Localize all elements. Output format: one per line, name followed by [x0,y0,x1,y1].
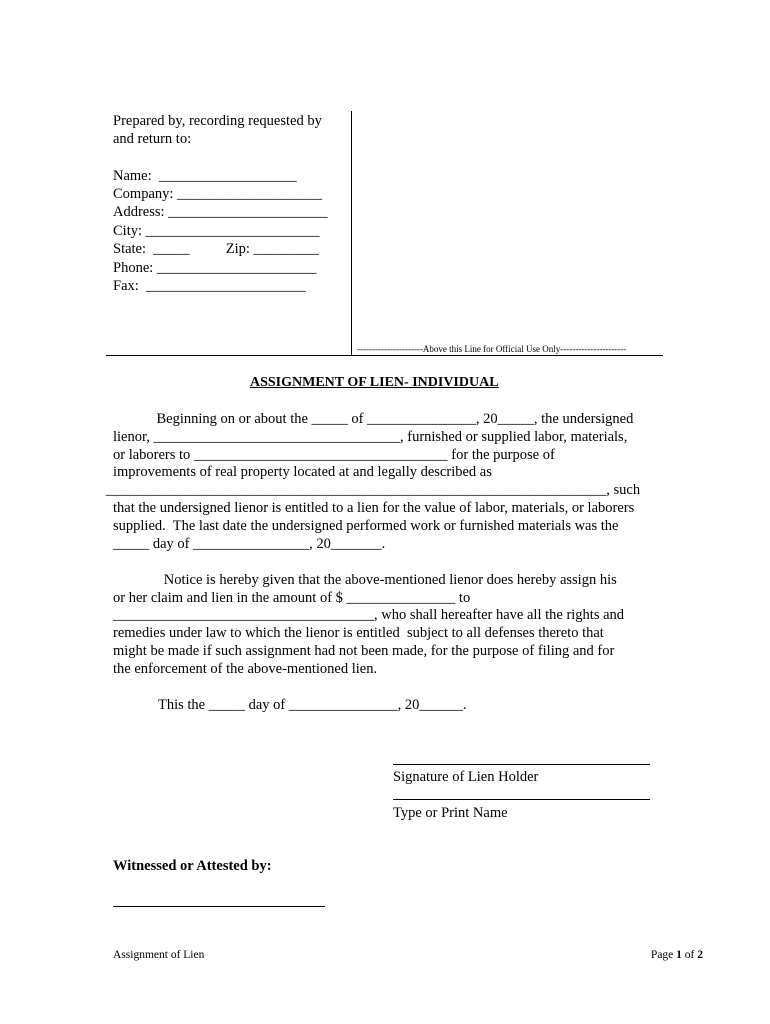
para2-line: the enforcement of the above-mentioned lien. [113,661,378,677]
witness-signature-line [113,906,325,907]
para1-line: supplied. The last date the undersigned performed work or furnished materials was the [113,518,619,534]
document-title: ASSIGNMENT OF LIEN- INDIVIDUAL [250,375,499,390]
print-name-label: Type or Print Name [393,805,508,821]
page-mid: of [681,949,698,961]
city-field: City: ________________________ [113,223,320,239]
prepared-by-line2: and return to: [113,131,192,147]
footer-page-number [651,949,703,961]
state-zip-field: State: _____ Zip: _________ [113,241,319,257]
para2-line: might be made if such assignment had not been made, for the purpose of filing and for [113,643,615,659]
para1-line: Beginning on or about the _____ of _______________, 20_____, the undersigned [113,411,634,427]
witness-label: Witnessed or Attested by: [113,858,272,874]
para1-line: improvements of real property located at and legally described as [113,464,492,480]
para1-line: _____________________________________________________________________, such [106,482,641,498]
current-page: 1 [676,949,682,961]
para2-line: or her claim and lien in the amount of $ _______________ to [113,590,471,606]
fax-field: Fax: ______________________ [113,278,306,294]
page-prefix: Page [650,949,677,961]
dated-line: This the _____ day of _______________, 20______. [158,697,467,713]
prepared-by-line1: Prepared by, recording requested by [113,113,322,129]
para2-line: remedies under law to which the lienor is entitled subject to all defenses thereto that [113,625,604,641]
phone-field: Phone: ______________________ [113,260,317,276]
signature-line [393,764,650,765]
para1-line: _____ day of ________________, 20_______. [113,536,386,552]
para2-line: ____________________________________, who shall hereafter have all the rights and [113,607,625,623]
para1-line: that the undersigned lienor is entitled to a lien for the value of labor, materials, or laborers [113,500,635,516]
total-pages: 2 [697,949,703,961]
para1-line: lienor, __________________________________, furnished or supplied labor, materials, [113,429,628,445]
para1-line: or laborers to ___________________________________ for the purpose of [113,447,555,463]
header-horizontal-divider [106,355,663,356]
para2-line: Notice is hereby given that the above-mentioned lienor does hereby assign his [113,572,617,588]
company-field: Company: ____________________ [113,186,323,202]
address-field: Address: ______________________ [113,204,328,220]
name-field: Name: ___________________ [113,168,297,184]
footer-doc-name: Assignment of Lien [113,949,205,961]
print-name-line [393,799,650,800]
official-use-note: ----------------------Above this Line for Official Use Only---------------------- [357,344,627,354]
header-vertical-divider [351,111,352,356]
signature-holder-label: Signature of Lien Holder [393,769,539,785]
